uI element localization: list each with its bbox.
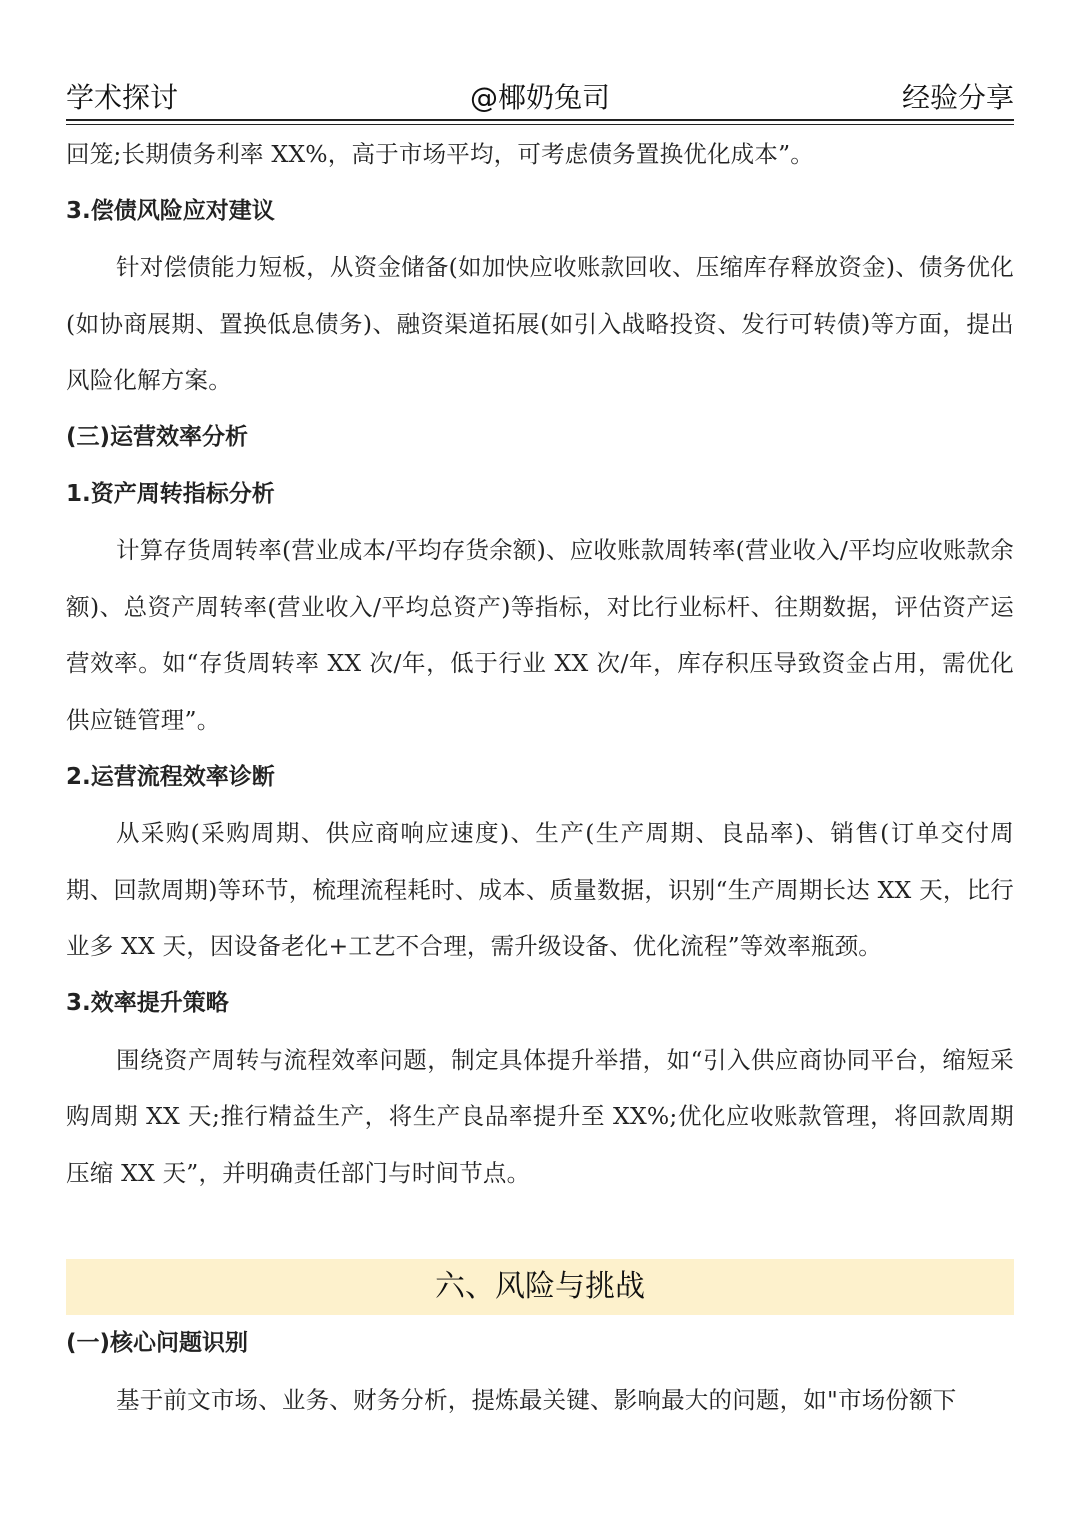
paragraph-continued: 回笼;长期债务利率 XX%，高于市场平均，可考虑债务置换优化成本”。 bbox=[66, 140, 814, 168]
paragraph: 围绕资产周转与流程效率问题，制定具体提升举措，如“引入供应商协同平台，缩短采购周期 XX 天;推行精益生产，将生产良品率提升至 XX%;优化应收账款管理，将回款周期压缩 XX 天”，并明确责任部门与时间节点。 bbox=[66, 1045, 1014, 1187]
header-right-label: 经验分享 bbox=[901, 81, 1014, 114]
section-heading: (三)运营效率分析 bbox=[66, 423, 249, 450]
header-left-label: 学术探讨 bbox=[66, 81, 179, 114]
header-center-label: @椰奶兔司 bbox=[469, 81, 610, 114]
section-heading: 3.偿债风险应对建议 bbox=[66, 197, 275, 224]
document-body bbox=[66, 126, 1014, 1428]
paragraph: 基于前文市场、业务、财务分析，提炼最关键、影响最大的问题，如"市场份额下 bbox=[116, 1385, 957, 1414]
section-heading: 3.效率提升策略 bbox=[66, 989, 229, 1016]
header-rule-thin bbox=[66, 124, 1014, 125]
paragraph: 从采购(采购周期、供应商响应速度)、生产(生产周期、良品率)、销售(订单交付周期、回款周期)等环节，梳理流程耗时、成本、质量数据，识别“生产周期长达 XX 天，比行业多 XX 天，因设备老化+工艺不合理，需升级设备、优化流程”等效率瓶颈。 bbox=[66, 819, 1014, 961]
paragraph: 计算存货周转率(营业成本/平均存货余额)、应收账款周转率(营业收入/平均应收账款余额)、总资产周转率(营业收入/平均总资产)等指标，对比行业标杆、往期数据，评估资产运营效率。如“存货周转率 XX 次/年，低于行业 XX 次/年，库存积压导致资金占用，需优化供应链管理”。 bbox=[66, 536, 1014, 734]
spacer bbox=[66, 1201, 1014, 1259]
section-heading: 2.运营流程效率诊断 bbox=[66, 763, 275, 790]
chapter-title-banner: 六、风险与挑战 bbox=[66, 1259, 1014, 1315]
header-rule-thick bbox=[66, 119, 1014, 121]
paragraph: 针对偿债能力短板，从资金储备(如加快应收账款回收、压缩库存释放资金)、债务优化(如协商展期、置换低息债务)、融资渠道拓展(如引入战略投资、发行可转债)等方面，提出风险化解方案。 bbox=[66, 253, 1014, 395]
page-header bbox=[66, 78, 1014, 118]
section-heading: 1.资产周转指标分析 bbox=[66, 480, 275, 507]
section-heading: (一)核心问题识别 bbox=[66, 1330, 249, 1357]
